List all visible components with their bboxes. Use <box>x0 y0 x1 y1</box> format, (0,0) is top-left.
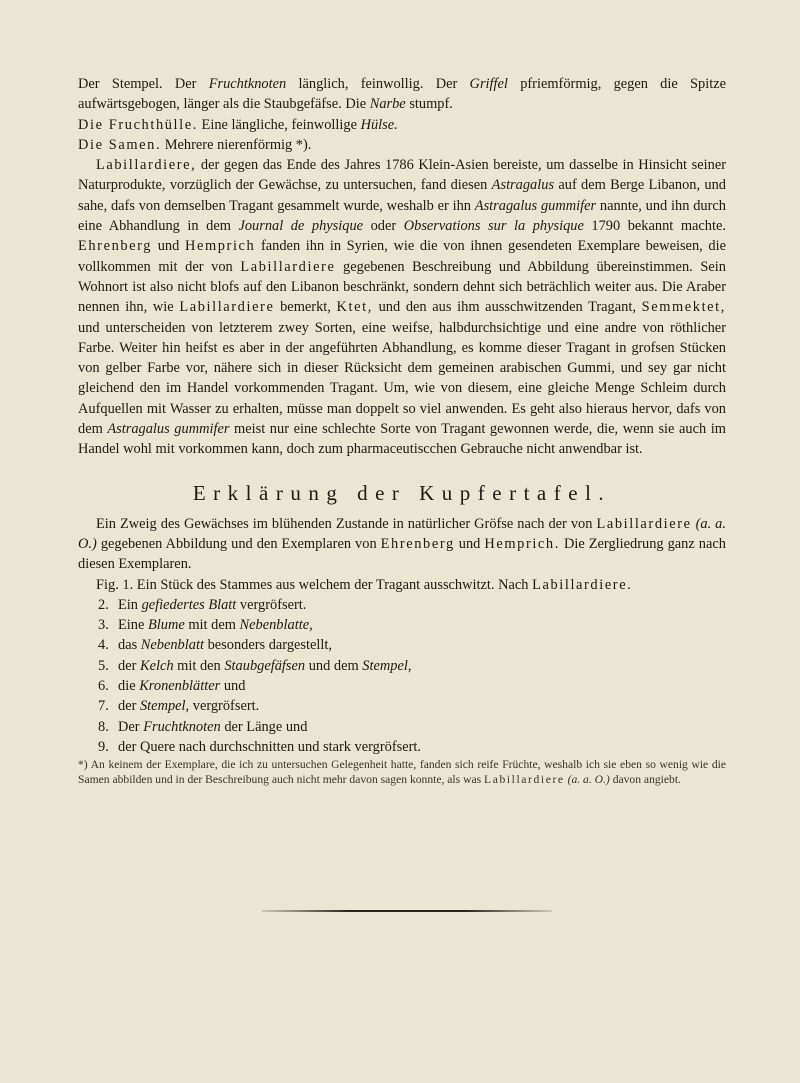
figure-number: 8. <box>98 718 109 735</box>
label-fruchthuelle: Die Fruchthülle. <box>78 116 198 133</box>
term-griffel: Griffel <box>469 76 508 92</box>
term-fruchtknoten: Fruchtknoten <box>208 76 287 92</box>
text: mit den <box>177 657 221 674</box>
term: Kelch <box>139 657 174 674</box>
text: Die Zergliedrung ganz nach diesen Exemplaren. <box>78 535 726 573</box>
term: Blume <box>147 617 185 634</box>
text: und <box>157 238 180 255</box>
paragraph-samen <box>78 135 726 155</box>
figure-item <box>78 737 726 757</box>
footnote <box>78 757 726 787</box>
paragraph-stempel <box>78 74 726 115</box>
title-journal: Journal de physique <box>238 218 364 235</box>
term: Fruchtknoten <box>143 718 221 735</box>
text: davon angiebt. <box>612 773 681 787</box>
text: Der <box>118 718 140 735</box>
term: Stempel, <box>139 698 190 715</box>
paragraph-intro <box>78 514 726 575</box>
text: vergröfsert. <box>239 596 307 613</box>
word-ktet: Ktet, <box>336 299 373 316</box>
title-observations: Observations sur la physique <box>403 218 584 235</box>
name-hemprich: Hemprich. <box>484 535 560 552</box>
citation: (a. a. O.) <box>567 773 610 787</box>
text: der <box>118 698 137 715</box>
term: Kronenblätter <box>139 678 221 695</box>
text: Ein Stück des Stammes aus welchem der Tragant ausschwitzt. Nach <box>136 576 529 593</box>
figure-item <box>78 717 726 737</box>
term-astragalus: Astragalus <box>491 177 555 194</box>
divider-rule <box>262 910 552 912</box>
paragraph-fruchthuelle <box>78 115 726 135</box>
name-labillardiere: Labillardiere. <box>532 576 633 593</box>
term-narbe: Narbe <box>369 96 406 113</box>
paragraph-labillardiere <box>78 155 726 459</box>
name-ehrenberg: Ehrenberg <box>78 238 153 255</box>
figure-number: Fig. 1. <box>96 576 134 593</box>
text: meist nur eine schlechte Sorte von Tragant gewonnen werde, die, wenn sie auch im Handel wohl mit vorkommen kann, doch zum pharmaceutiscchen Gebrauche nicht anwendbar ist. <box>78 421 726 458</box>
text: Der Stempel. Der <box>78 76 197 92</box>
figure-list <box>78 575 726 758</box>
text: gegebenen Abbildung und den Exemplaren von <box>100 535 377 552</box>
text: auf dem Berge Libanon, und sahe, dafs von demselben Tragant gesammelt wurde, weshalb er ihn <box>78 177 726 214</box>
text: vergröfsert. <box>192 698 260 715</box>
term: Staubgefäfsen <box>224 657 306 674</box>
text-block <box>78 74 726 788</box>
text: *) An keinem der Exemplare, die ich zu untersuchen Gelegenheit hatte, fanden sich reife Früchte, weshalb ich sie eben so wenig wie die Samen abbilden und in der Beschreibung auch nicht mehr davon sagen konnte, als was <box>78 758 726 787</box>
text: und unterscheiden von letzterem zwey Sorten, eine weifse, halbdurchsichtige und eine andre von röthlicher Farbe. Weiter hin heifst es aber in der angeführten Abhandlung, es komme dieser Tragant in grofsen Stücken von gelber Farbe vor, nähere sich in dieser Rücksicht dem gemeinen arabischen Gummi, und sey gar nicht gleichend den im Handel vorkommenden Tragant. Um, wie von diesem, eine gleiche Menge Schleim durch Aufquellen mit Wasser zu erhalten, müsse man doppelt so viel anwenden. Es geht also hieraus hervor, dafs von dem <box>78 319 726 438</box>
text: nannte, und ihn durch eine Abhandlung in dem <box>78 197 726 235</box>
text: länglich, feinwollig. Der <box>298 76 458 92</box>
text: 1790 bekannt machte. <box>591 218 726 235</box>
name-labillardiere: Labillardiere <box>179 299 275 316</box>
figure-number: 3. <box>98 617 109 634</box>
name-labillardiere: Labillardiere, <box>96 157 197 174</box>
text: und <box>458 535 481 552</box>
text: die <box>118 678 136 695</box>
term: Nebenblatte, <box>239 617 313 634</box>
text: der Länge und <box>224 718 308 735</box>
name-labillardiere: Labillardiere <box>240 258 336 275</box>
text: Ein Zweig des Gewächses im blühenden Zustande in natürlicher Gröfse nach der von <box>96 515 593 532</box>
label-samen: Die Samen. <box>78 136 162 153</box>
text: der gegen das Ende des Jahres 1786 Klein-Asien bereiste, um dasselbe in Hinsicht seiner Naturprodukte, vorzüglich der Gewächse, zu untersuchen, fand diesen <box>78 157 726 194</box>
name-labillardiere: Labillardiere <box>484 773 565 787</box>
figure-number: 2. <box>98 596 109 613</box>
text: Eine längliche, feinwollige <box>201 116 357 133</box>
text: pfriemförmig, gegen die Spitze aufwärtsgebogen, länger als die Staubgefäfse. Die <box>78 76 726 113</box>
text: der Quere nach durchschnitten und stark vergröfsert. <box>118 738 422 755</box>
term-astragalus-gummifer: Astragalus gummifer <box>107 421 230 438</box>
text: und den aus ihm ausschwitzenden Tragant, <box>378 299 636 316</box>
figure-number: 7. <box>98 698 109 715</box>
term: Nebenblatt <box>140 637 204 654</box>
term-astragalus-gummifer: Astragalus gummifer <box>474 197 597 214</box>
text: mit dem <box>188 617 236 634</box>
figure-number: 4. <box>98 637 109 654</box>
term: Stempel, <box>362 657 412 674</box>
figure-item <box>78 575 726 595</box>
text: fanden ihn in Syrien, wie die von ihnen gesendeten Exemplare beweisen, die vollkommen mit der von <box>78 238 726 275</box>
text: besonders dargestellt, <box>207 637 332 654</box>
figure-number: 6. <box>98 678 109 695</box>
text: stumpf. <box>409 96 453 113</box>
text: und dem <box>308 657 359 674</box>
name-hemprich: Hemprich <box>184 238 256 255</box>
text: der <box>118 657 137 674</box>
text: Ein <box>118 596 138 613</box>
text: und <box>223 678 246 695</box>
figure-item <box>78 615 726 635</box>
text: Mehrere nierenförmig *). <box>164 136 312 153</box>
text: oder <box>370 218 397 235</box>
name-labillardiere: Labillardiere <box>596 515 692 532</box>
figure-item <box>78 696 726 716</box>
term: gefiedertes Blatt <box>141 596 237 613</box>
figure-item <box>78 676 726 696</box>
term-huelse: Hülse. <box>360 116 398 133</box>
section-heading: Erklärung der Kupfertafel. <box>192 480 612 505</box>
text: bemerkt, <box>280 299 331 316</box>
figure-item <box>78 635 726 655</box>
word-semmektet: Semmektet, <box>641 299 726 316</box>
figure-item <box>78 656 726 676</box>
text: Eine <box>118 617 145 634</box>
figure-number: 5. <box>98 657 109 674</box>
citation: (a. a. O.) <box>78 515 726 552</box>
figure-number: 9. <box>98 738 109 755</box>
text: gegebenen Beschreibung und Abbildung übereinstimmen. Sein Wohnort ist also nicht blofs auf den Libanon beschränkt, sondern dehnt sich beträchlich weiter aus. Die Araber nennen ihn, wie <box>78 258 726 316</box>
figure-item <box>78 595 726 615</box>
text: das <box>118 637 138 654</box>
name-ehrenberg: Ehrenberg <box>380 535 455 552</box>
